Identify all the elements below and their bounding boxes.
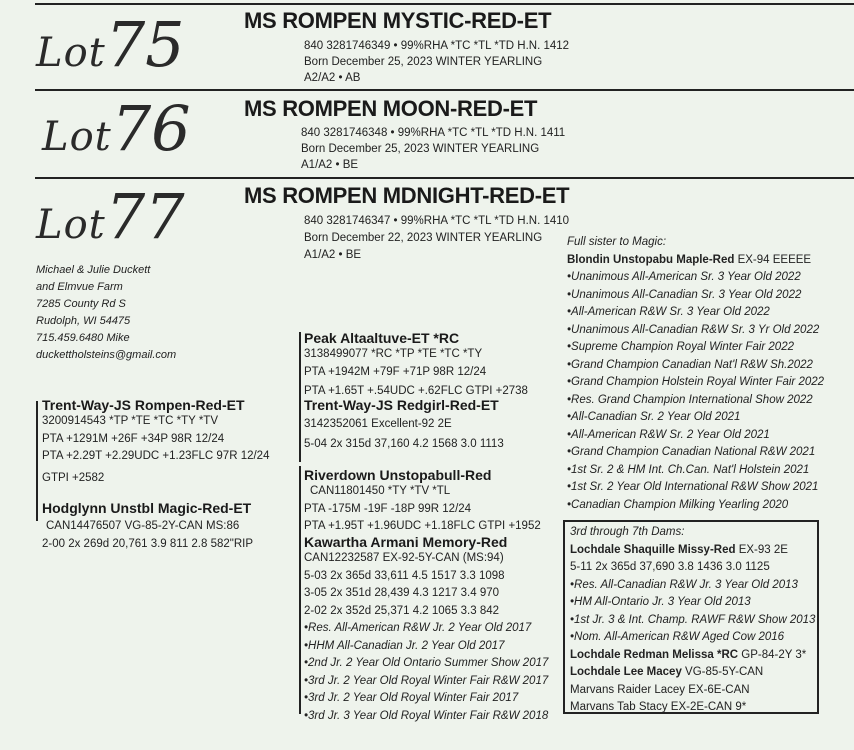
lot-76-name: MS ROMPEN MOON-RED-ET xyxy=(244,96,538,121)
dam-sire-line: CAN11801450 *TY *TV *TL xyxy=(310,485,451,497)
sire-line: 3200914543 *TP *TE *TC *TY *TV xyxy=(42,415,219,427)
sire-dam-name: Trent-Way-JS Redgirl-Red-ET xyxy=(304,397,499,413)
lot-75-name: MS ROMPEN MYSTIC-RED-ET xyxy=(244,8,552,33)
dam-line: 2-00 2x 269d 20,761 3.9 811 2.8 582"RIP xyxy=(42,537,254,550)
dam-dam xyxy=(304,534,548,725)
sire-sire xyxy=(304,330,528,401)
full-sister-award: •Unanimous All-Canadian Sr. 3 Year Old 2022 xyxy=(567,288,802,301)
lot-number: 75 xyxy=(105,8,185,81)
full-sister-award: •Canadian Champion Milking Yearling 2020 xyxy=(567,498,789,511)
dams-box-content xyxy=(570,524,815,717)
dam-dam-line: 3-05 2x 351d 28,439 4.3 1217 3.4 970 xyxy=(304,587,500,599)
sire xyxy=(42,397,269,487)
dam-dam-award: •3rd Jr. 2 Year Old Royal Winter Fair R&W 2017 xyxy=(304,674,549,687)
sire-sire-name: Peak Altaaltuve-ET *RC xyxy=(304,330,460,346)
breeder-email[interactable]: duckettholsteins@gmail.com xyxy=(36,349,177,361)
sire-dam-line: 3142352061 Excellent-92 2E xyxy=(304,418,452,430)
lot-76-label xyxy=(42,92,191,165)
lot-number: 76 xyxy=(111,92,191,165)
lot-75-registration: 840 3281746349 • 99%RHA *TC *TL *TD H.N. 1412 xyxy=(304,40,570,52)
lot-77-name: MS ROMPEN MDNIGHT-RED-ET xyxy=(244,183,570,208)
dam-7: Marvans Tab Stacy EX-2E-CAN 9* xyxy=(570,701,747,713)
full-sister-title xyxy=(567,252,824,270)
lot-76-genes: A1/A2 • BE xyxy=(301,159,359,171)
full-sister-heading: Full sister to Magic: xyxy=(567,236,667,248)
dam-3-award: •HM All-Ontario Jr. 3 Year Old 2013 xyxy=(570,596,751,608)
full-sister-award: •Grand Champion Holstein Royal Winter Fair 2022 xyxy=(567,376,825,388)
lot-76-top-rule xyxy=(35,89,854,91)
sire-sire-line: 3138499077 *RC *TP *TE *TC *TY xyxy=(304,348,483,360)
dam-3-award: •1st Jr. 3 & Int. Champ. RAWF R&W Show 2013 xyxy=(570,613,816,626)
dam-3-award: •Res. All-Canadian R&W Jr. 3 Year Old 2013 xyxy=(570,578,798,591)
full-sister xyxy=(567,234,824,514)
dam-name: Hodglynn Unstbl Magic-Red-ET xyxy=(42,500,252,516)
lot-77-born: Born December 22, 2023 WINTER YEARLING xyxy=(304,232,543,244)
dam-bracket xyxy=(299,466,301,714)
sire-dam xyxy=(304,397,504,453)
dam xyxy=(42,500,253,553)
dam-3-name: Lochdale Shaquille Missy-Red xyxy=(570,543,736,556)
full-sister-score: EX-94 EEEEE xyxy=(734,253,812,266)
sire-dam-line: 5-04 2x 315d 37,160 4.2 1568 3.0 1113 xyxy=(304,437,504,450)
breeder-line: 715.459.6480 Mike xyxy=(36,332,130,344)
dam-3-record: 5-11 2x 365d 37,690 3.8 1436 3.0 1125 xyxy=(570,561,770,573)
sire-line: GTPI +2582 xyxy=(42,471,105,484)
dam-line: CAN14476507 VG-85-2Y-CAN MS:86 xyxy=(46,520,240,532)
full-sister-award: •Supreme Champion Royal Winter Fair 2022 xyxy=(567,341,794,353)
dam-dam-line: 2-02 2x 352d 25,371 4.2 1065 3.3 842 xyxy=(304,604,500,617)
full-sister-award: •Unanimous All-American Sr. 3 Year Old 2022 xyxy=(567,271,801,283)
dam-dam-award: •2nd Jr. 2 Year Old Ontario Summer Show 2017 xyxy=(304,657,549,669)
dam-dam-line: CAN12232587 EX-92-5Y-CAN (MS:94) xyxy=(304,552,504,564)
lot-75-label xyxy=(36,8,185,81)
lot-word: Lot xyxy=(36,202,106,248)
full-sister-award: •All-American R&W Sr. 3 Year Old 2022 xyxy=(567,306,770,318)
full-sister-award: •Grand Champion Canadian National R&W 2021 xyxy=(567,446,816,458)
lot-number: 77 xyxy=(105,180,185,253)
dam-dam-name: Kawartha Armani Memory-Red xyxy=(304,534,508,550)
dam-4-title xyxy=(570,647,815,665)
lot-word: Lot xyxy=(42,114,112,160)
dam-6: Marvans Raider Lacey EX-6E-CAN xyxy=(570,683,750,696)
breeder-line: and Elmvue Farm xyxy=(36,281,123,293)
dam-sire-line: PTA +1.95T +1.96UDC +1.18FLC GTPI +1952 xyxy=(304,520,541,532)
dam-dam-award: •3rd Jr. 3 Year Old Royal Winter Fair R&W 2018 xyxy=(304,709,549,722)
sire-sire-line: PTA +1942M +79F +71P 98R 12/24 xyxy=(304,365,487,378)
dam-3-award: •Nom. All-American R&W Aged Cow 2016 xyxy=(570,631,785,643)
lot-76-born: Born December 25, 2023 WINTER YEARLING xyxy=(301,143,540,155)
dam-5-name: Lochdale Lee Macey xyxy=(570,666,682,678)
full-sister-award: •Unanimous All-Canadian R&W Sr. 3 Yr Old 2022 xyxy=(567,323,820,336)
lot-76-registration: 840 3281746348 • 99%RHA *TC *TL *TD H.N. 1411 xyxy=(301,127,566,139)
dam-4-score: GP-84-2Y 3* xyxy=(738,648,807,661)
breeder-contact xyxy=(36,262,176,364)
full-sister-award: •1st Sr. 2 & HM Int. Ch.Can. Nat'l Holstein 2021 xyxy=(567,463,810,476)
dam-sire-line: PTA -175M -19F -18P 99R 12/24 xyxy=(304,502,472,515)
sire-line: PTA +1291M +26F +34P 98R 12/24 xyxy=(42,432,225,445)
full-sister-award: •1st Sr. 2 Year Old International R&W Show 2021 xyxy=(567,481,819,493)
full-sister-award: •All-Canadian Sr. 2 Year Old 2021 xyxy=(567,411,741,423)
sire-line: PTA +2.29T +2.29UDC +1.23FLC 97R 12/24 xyxy=(42,450,270,462)
dam-4-name: Lochdale Redman Melissa *RC xyxy=(570,648,739,661)
dam-5-score: VG-85-5Y-CAN xyxy=(681,666,764,678)
breeder-line: Rudolph, WI 54475 xyxy=(36,315,131,327)
dam-dam-award: •HHM All-Canadian Jr. 2 Year Old 2017 xyxy=(304,639,505,652)
lot-77-registration: 840 3281746347 • 99%RHA *TC *TL *TD H.N. 1410 xyxy=(304,215,570,227)
parents-bracket xyxy=(36,401,38,521)
sire-sire-line: PTA +1.65T +.54UDC +.62FLC GTPI +2738 xyxy=(304,385,528,397)
dam-dam-award: •Res. All-American R&W Jr. 2 Year Old 2017 xyxy=(304,622,532,634)
full-sister-award: •Res. Grand Champion International Show 2022 xyxy=(567,393,813,406)
lot-77-genes: A1/A2 • BE xyxy=(304,249,362,261)
dam-dam-line: 5-03 2x 365d 33,611 4.5 1517 3.3 1098 xyxy=(304,569,505,582)
sire-bracket xyxy=(299,332,301,462)
full-sister-name: Blondin Unstopabu Maple-Red xyxy=(567,253,735,266)
dam-sire xyxy=(304,467,541,536)
lot-77-top-rule xyxy=(35,177,854,179)
lot-77-label xyxy=(36,180,185,253)
lot-75-genes: A2/A2 • AB xyxy=(304,72,361,84)
lot-75-top-rule xyxy=(35,3,854,5)
dams-box-heading: 3rd through 7th Dams: xyxy=(570,526,685,538)
sire-name: Trent-Way-JS Rompen-Red-ET xyxy=(42,397,245,413)
lot-word: Lot xyxy=(36,30,106,76)
full-sister-award: •Grand Champion Canadian Nat'l R&W Sh.2022 xyxy=(567,358,813,371)
dam-sire-name: Riverdown Unstopabull-Red xyxy=(304,467,492,483)
breeder-line: 7285 County Rd S xyxy=(36,298,126,310)
breeder-line: Michael & Julie Duckett xyxy=(36,264,151,276)
lot-75-born: Born December 25, 2023 WINTER YEARLING xyxy=(304,56,543,68)
dam-3-title xyxy=(570,542,815,560)
full-sister-award: •All-American R&W Sr. 2 Year Old 2021 xyxy=(567,428,770,441)
dam-3-score: EX-93 2E xyxy=(735,543,788,556)
dam-dam-award: •3rd Jr. 2 Year Old Royal Winter Fair 2017 xyxy=(304,692,519,704)
dam-5-title xyxy=(570,664,815,682)
